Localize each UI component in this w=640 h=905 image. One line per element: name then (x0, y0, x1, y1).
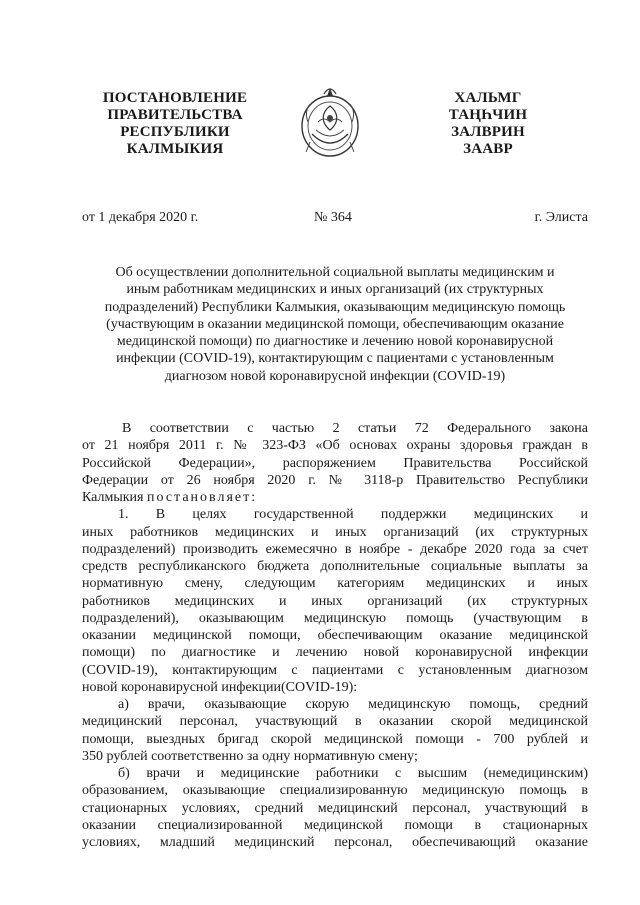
document-meta (82, 210, 588, 230)
item-b-line: стационарных условиях, средний медицинский персонал, участвующий в (82, 800, 588, 816)
header-left-line: КАЛМЫКИЯ (126, 141, 224, 157)
item1-line: нормативную смену, следующим категориям медицинских и иных (82, 576, 588, 592)
item1-line: 1. В целях государственной поддержки медицинских и (118, 507, 588, 523)
preamble-line (82, 489, 588, 506)
preamble-line: В соответствии с частью 2 статьи 72 Федерального закона (122, 421, 588, 436)
header-left-russian (60, 90, 290, 158)
title-line: (участвующим в оказании медицинской помощи, обеспечивающим оказание (106, 316, 564, 332)
item-b-line: образованием, оказывающие специализированную медицинскую помощь в (82, 783, 588, 799)
title-line: подразделений) Республики Калмыкия, оказывающим медицинскую помощь (104, 299, 566, 315)
resolution-keyword: постановляет: (146, 490, 258, 505)
item1-line: средств республиканского бюджета дополнительные социальные выплаты за (82, 559, 588, 574)
header-left-line: РЕСПУБЛИКИ (120, 124, 230, 140)
item-b-line: б) врачи и медицинские работники с высшим (немедицинским) (118, 766, 588, 781)
item-a-line: а) врачи, оказывающие скорую медицинскую помощь, средний (118, 697, 588, 712)
header-right-line: ТАҢҺЧИН (448, 107, 528, 123)
title-line: медицинской помощи) по диагностике и лечению новой коронавирусной (116, 334, 554, 350)
item1-line: подразделений), оказывающим медицинскую помощь (участвующим в (82, 610, 588, 626)
header-right-line: ХАЛЬМГ (454, 90, 522, 106)
preamble-line: Российской Федерации», распоряжением Правительства Российской (82, 455, 588, 471)
title-line: диагнозом новой коронавирусной инфекции (COVID-19) (164, 368, 506, 384)
item-b-line: условиях, младший медицинский персонал, обеспечивающий оказание (82, 835, 588, 850)
title-line: иным работникам медицинских и иных организаций (их структурных (126, 282, 544, 298)
document-body (82, 420, 588, 851)
item1-line: (COVID-19), контактирующим с пациентами с установленным диагнозом (82, 662, 588, 678)
item-a-line: 350 рублей соответственно за одну нормативную смену; (82, 748, 418, 764)
header-right-kalmyk (388, 90, 588, 158)
coat-of-arms-icon (298, 82, 362, 162)
document-number: № 364 (314, 210, 352, 225)
item-b-line: оказании специализированной медицинской помощи в стационарных (82, 817, 588, 833)
item1-line: помощи) по диагностике и лечению новой коронавирусной инфекции (82, 645, 588, 661)
preamble-line: Федерации от 26 ноября 2020 г. № 3118-р Правительство Республики (82, 472, 588, 488)
item1-line: подразделений) производить ежемесячно в ноябре - декабре 2020 года за счет (82, 541, 588, 557)
title-line: инфекции (COVID-19), контактирующим с пациентами с установленным (116, 351, 554, 367)
preamble-line: от 21 ноября 2011 г. № 323-ФЗ «Об основах охраны здоровья граждан в (82, 438, 588, 454)
preamble-prefix: Калмыкия (82, 490, 147, 505)
item-a-line: помощи, выездных бригад скорой медицинской помощи - 700 рублей и (82, 731, 588, 747)
item-a-line: медицинский персонал, участвующий в оказании скорой медицинской (82, 714, 588, 730)
item1-line: оказании медицинской помощи, обеспечивающим оказание медицинской (82, 628, 588, 643)
document-title (82, 264, 588, 385)
header-right-line: ЗАЛВРИН (451, 124, 525, 140)
header-right-line: ЗААВР (463, 141, 513, 157)
item1-line: работников медицинских и иных организаций (их структурных (82, 593, 588, 609)
document-city: г. Элиста (534, 210, 588, 225)
title-line: Об осуществлении дополнительной социальной выплаты медицинским и (115, 265, 555, 280)
header-left-line: ПОСТАНОВЛЕНИЕ (102, 90, 248, 106)
item1-line: новой коронавирусной инфекции(COVID-19): (82, 679, 358, 695)
header-left-line: ПРАВИТЕЛЬСТВА (107, 107, 243, 123)
item1-line: иных работников медицинских и иных организаций (их структурных (82, 524, 588, 540)
document-date: от 1 декабря 2020 г. (82, 210, 199, 225)
